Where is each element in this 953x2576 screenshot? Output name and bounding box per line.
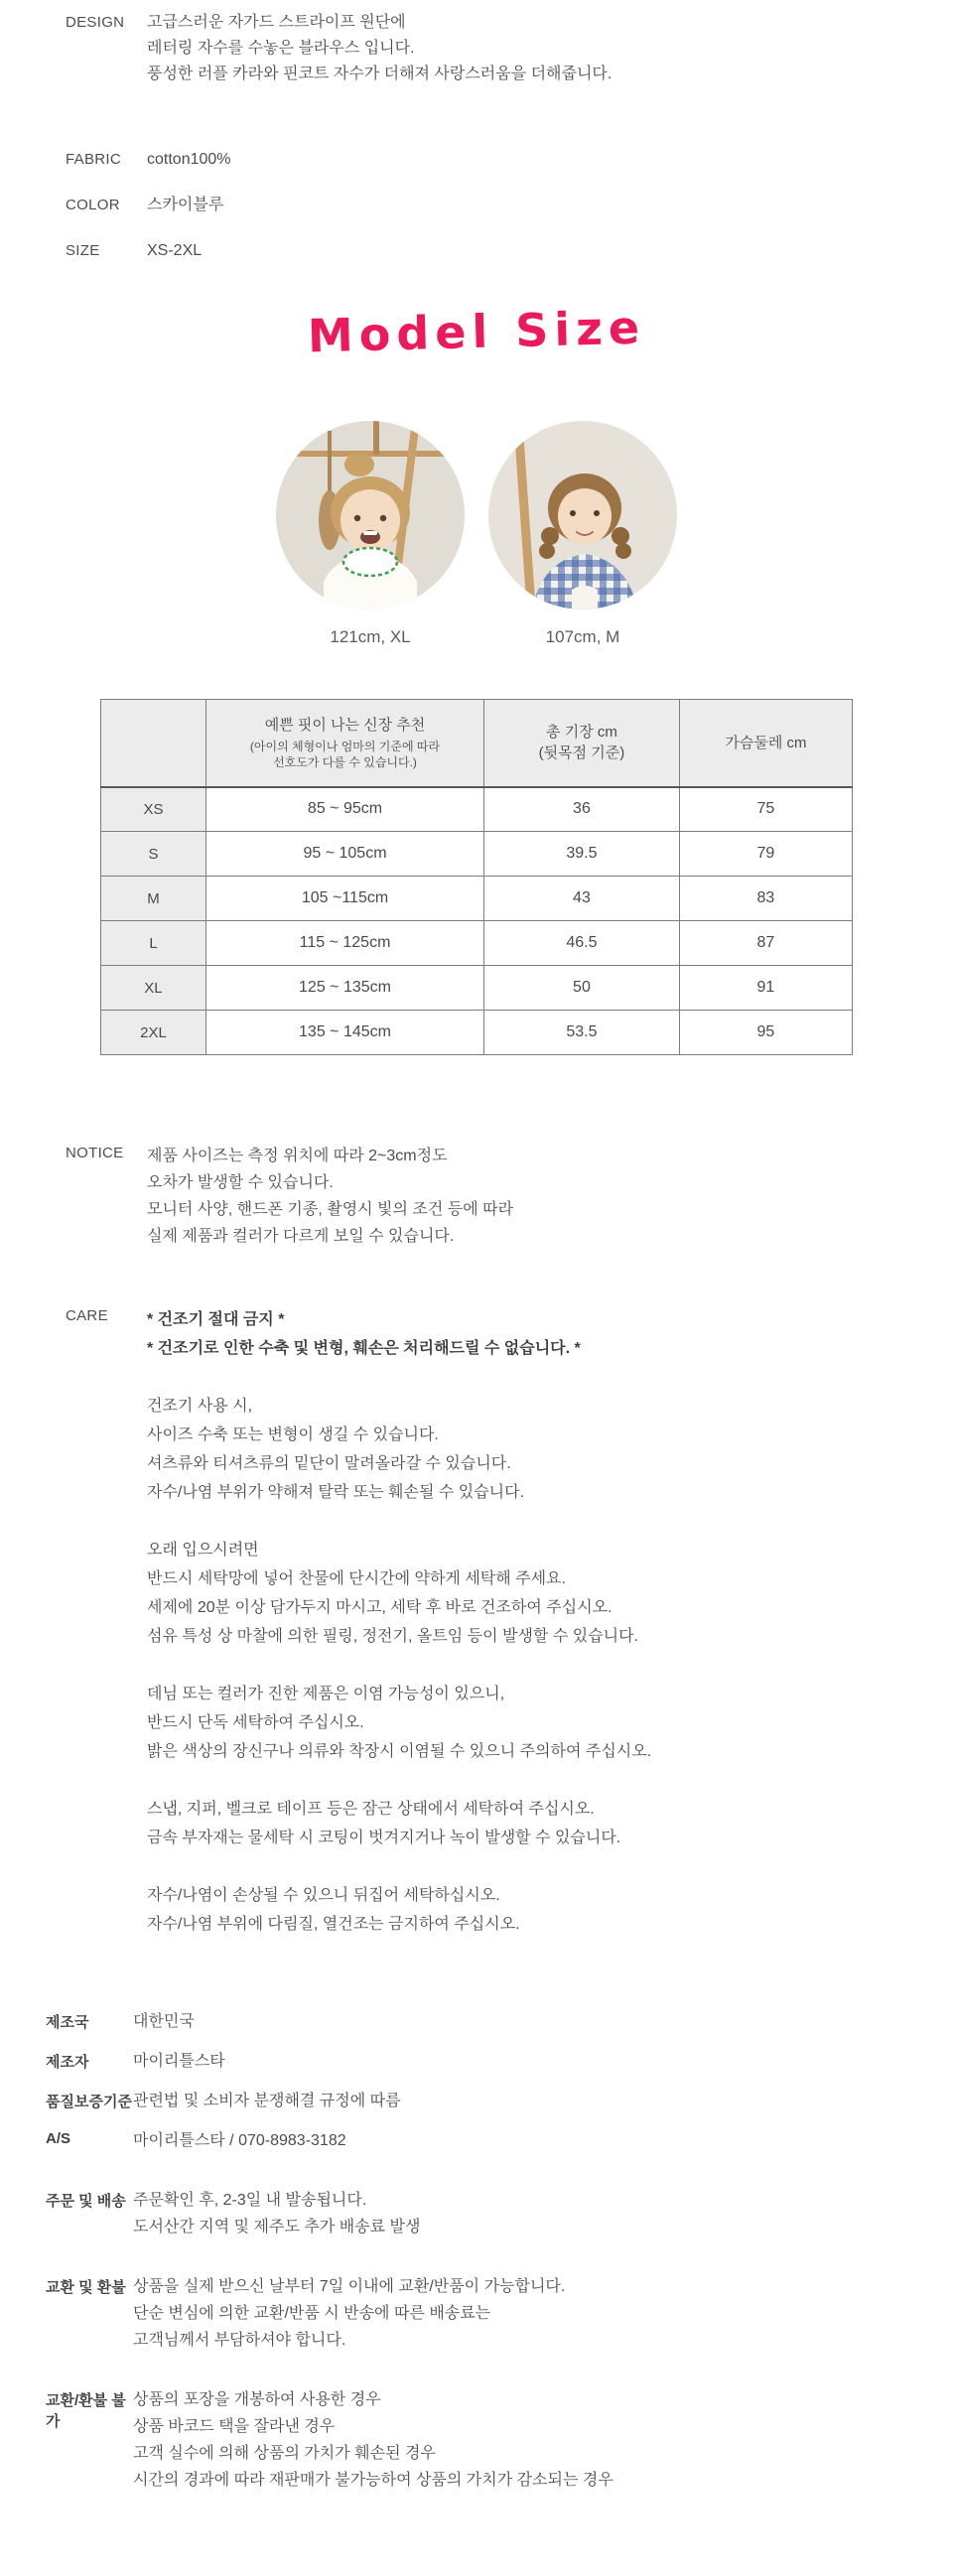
color-label: COLOR (66, 197, 120, 213)
chest-size: 83 (679, 877, 852, 921)
chest-size: 75 (679, 787, 852, 832)
manufacturer-info-section (0, 2008, 953, 2494)
height-range: 95 ~ 105cm (205, 832, 483, 877)
notice-line: 실제 제품과 컬러가 다르게 보일 수 있습니다. (147, 1228, 455, 1245)
manufacturer-label: 제조자 (46, 2054, 89, 2071)
exchange-value (133, 2273, 565, 2354)
care-line: 스냅, 지퍼, 벨크로 테이프 등은 잠근 상태에서 세탁하여 주십시오. (147, 1801, 595, 1818)
height-range: 115 ~ 125cm (205, 921, 483, 966)
care-paragraph (147, 1392, 651, 1507)
size-name: S (101, 832, 206, 877)
model-photos (0, 421, 953, 647)
no-exchange-line: 상품 바코드 택을 잘라낸 경우 (133, 2418, 336, 2435)
chest-size: 87 (679, 921, 852, 966)
size-table-row (101, 877, 853, 921)
chest-col-header (679, 700, 852, 787)
model-col-m (488, 421, 677, 647)
total-length: 39.5 (484, 832, 680, 877)
design-label: DESIGN (66, 14, 125, 31)
height-col-title: 예쁜 핏이 나는 신장 추천 (264, 716, 426, 734)
care-line: 금속 부자재는 물세탁 시 코팅이 벗겨지거나 녹이 발생할 수 있습니다. (147, 1830, 621, 1846)
fabric-label: FABRIC (66, 151, 121, 168)
info-row-exchange (0, 2273, 953, 2354)
exchange-line: 고객님께서 부담하셔야 합니다. (133, 2332, 346, 2349)
care-line: 자수/나염이 손상될 수 있으니 뒤집어 세탁하십시오. (147, 1887, 500, 1904)
height-range: 85 ~ 95cm (205, 787, 483, 832)
size-name: XS (101, 787, 206, 832)
care-line: 오래 입으시려면 (147, 1542, 259, 1559)
spec-row-fabric (0, 149, 953, 171)
size-col-header (101, 700, 206, 787)
care-paragraph (147, 1680, 651, 1766)
care-section (0, 1305, 953, 1939)
model-photo-m-illustration (488, 421, 677, 610)
size-table-row (101, 921, 853, 966)
size-table-row (101, 787, 853, 832)
care-line: 반드시 단독 세탁하여 주십시오. (147, 1714, 364, 1731)
fabric-value: cotton100% (147, 151, 231, 168)
size-value: XS-2XL (147, 242, 203, 259)
size-label: SIZE (66, 242, 100, 259)
length-col-header (484, 700, 680, 787)
model-photo-xl-illustration (276, 421, 465, 610)
as-value: 마이리틀스타 / 070-8983-3182 (133, 2132, 346, 2149)
no-exchange-value (133, 2386, 613, 2494)
notice-text (147, 1143, 513, 1250)
care-line: 자수/나염 부위가 약해져 탈락 또는 훼손될 수 있습니다. (147, 1484, 525, 1501)
warranty-label: 품질보증기준 (46, 2094, 132, 2110)
care-text (147, 1305, 651, 1939)
design-line: 레터링 자수를 수놓은 블라우스 입니다. (147, 40, 415, 57)
shipping-line: 도서산간 지역 및 제주도 추가 배송료 발생 (133, 2219, 421, 2236)
size-table-row (101, 1011, 853, 1055)
care-line: 반드시 세탁망에 넣어 찬물에 단시간에 약하게 세탁해 주세요. (147, 1570, 566, 1587)
size-name: M (101, 877, 206, 921)
height-range: 105 ~115cm (205, 877, 483, 921)
length-col-note: (뒷목점 기준) (538, 745, 625, 762)
total-length: 50 (484, 966, 680, 1011)
design-line: 풍성한 러플 카라와 핀코트 자수가 더해져 사랑스러움을 더해줍니다. (147, 66, 613, 82)
info-row-no-exchange (0, 2386, 953, 2494)
size-table-row (101, 966, 853, 1011)
info-row-country (0, 2008, 953, 2035)
design-line: 고급스러운 자가드 스트라이프 원단에 (147, 14, 406, 31)
country-value: 대한민국 (133, 2013, 195, 2030)
notice-line: 제품 사이즈는 측정 위치에 따라 2~3cm정도 (147, 1148, 448, 1164)
care-line: 세제에 20분 이상 담가두지 마시고, 세탁 후 바로 건조하여 주십시오. (147, 1599, 613, 1616)
model-caption-m: 107cm, M (545, 627, 620, 646)
height-range: 135 ~ 145cm (205, 1011, 483, 1055)
model-photo-xl (276, 421, 465, 610)
care-line: 밝은 색상의 장신구나 의류와 착장시 이염될 수 있으니 주의하여 주십시오. (147, 1743, 652, 1760)
chest-size: 79 (679, 832, 852, 877)
notice-label: NOTICE (66, 1145, 124, 1161)
notice-section (0, 1143, 953, 1250)
model-caption-xl: 121cm, XL (330, 627, 411, 646)
shipping-label: 주문 및 배송 (46, 2193, 126, 2210)
model-size-heading: Model Size (307, 300, 646, 363)
care-line: 건조기 사용 시, (147, 1398, 253, 1415)
model-col-xl (276, 421, 465, 647)
length-col-title: 총 기장 cm (546, 724, 617, 742)
size-table (100, 699, 853, 1055)
care-line: 셔츠류와 티셔츠류의 밑단이 말려올라갈 수 있습니다. (147, 1455, 511, 1472)
chest-col-title: 가슴둘레 cm (725, 734, 807, 751)
info-row-shipping (0, 2187, 953, 2240)
height-col-header (205, 700, 483, 787)
care-line: * 건조기로 인한 수축 및 변형, 훼손은 처리해드릴 수 없습니다. * (147, 1340, 581, 1357)
size-table-header-row (101, 700, 853, 787)
no-exchange-line: 고객 실수에 의해 상품의 가치가 훼손된 경우 (133, 2445, 436, 2462)
model-photo-m (488, 421, 677, 610)
exchange-line: 단순 변심에 의한 교환/반품 시 반송에 따른 배송료는 (133, 2305, 491, 2322)
size-name: L (101, 921, 206, 966)
care-warning-paragraph (147, 1305, 651, 1363)
country-label: 제조국 (46, 2014, 89, 2031)
info-row-warranty (0, 2088, 953, 2114)
height-range: 125 ~ 135cm (205, 966, 483, 1011)
height-col-note: (아이의 체형이나 엄마의 기준에 따라 선호도가 다를 수 있습니다.) (249, 739, 441, 769)
notice-line: 모니터 사양, 핸드폰 기종, 촬영시 빛의 조건 등에 따라 (147, 1201, 514, 1218)
care-line: * 건조기 절대 금지 * (147, 1311, 285, 1328)
care-paragraph (147, 1536, 651, 1651)
color-value: 스카이블루 (147, 197, 224, 213)
size-name: 2XL (101, 1011, 206, 1055)
care-paragraph (147, 1881, 651, 1939)
chest-size: 95 (679, 1011, 852, 1055)
care-paragraph (147, 1795, 651, 1852)
size-name: XL (101, 966, 206, 1011)
care-line: 섬유 특성 상 마찰에 의한 필링, 정전기, 올트임 등이 발생할 수 있습니다. (147, 1628, 639, 1645)
spec-row-size (0, 240, 953, 262)
shipping-value (133, 2187, 420, 2240)
manufacturer-value: 마이리틀스타 (133, 2053, 225, 2070)
total-length: 46.5 (484, 921, 680, 966)
care-line: 데님 또는 컬러가 진한 제품은 이염 가능성이 있으니, (147, 1686, 505, 1702)
size-table-row (101, 832, 853, 877)
spec-row-design (0, 12, 953, 89)
no-exchange-label: 교환/환불 불가 (46, 2392, 126, 2430)
total-length: 43 (484, 877, 680, 921)
info-row-as (0, 2127, 953, 2154)
info-row-manufacturer (0, 2048, 953, 2075)
care-line: 자수/나염 부위에 다림질, 열건조는 금지하여 주십시오. (147, 1916, 520, 1933)
shipping-line: 주문확인 후, 2-3일 내 발송됩니다. (133, 2192, 367, 2209)
care-line: 사이즈 수축 또는 변형이 생길 수 있습니다. (147, 1426, 439, 1443)
exchange-line: 상품을 실제 받으신 날부터 7일 이내에 교환/반품이 가능합니다. (133, 2278, 566, 2295)
notice-line: 오차가 발생할 수 있습니다. (147, 1174, 334, 1191)
warranty-value: 관련법 및 소비자 분쟁해결 규정에 따름 (133, 2093, 401, 2109)
spec-row-color (0, 195, 953, 216)
design-description (147, 12, 612, 89)
care-label: CARE (66, 1307, 108, 1324)
exchange-label: 교환 및 환불 (46, 2279, 126, 2296)
no-exchange-line: 시간의 경과에 따라 재판매가 불가능하여 상품의 가치가 감소되는 경우 (133, 2472, 613, 2489)
chest-size: 91 (679, 966, 852, 1011)
no-exchange-line: 상품의 포장을 개봉하여 사용한 경우 (133, 2391, 381, 2408)
total-length: 36 (484, 787, 680, 832)
total-length: 53.5 (484, 1011, 680, 1055)
as-label: A/S (46, 2130, 71, 2147)
